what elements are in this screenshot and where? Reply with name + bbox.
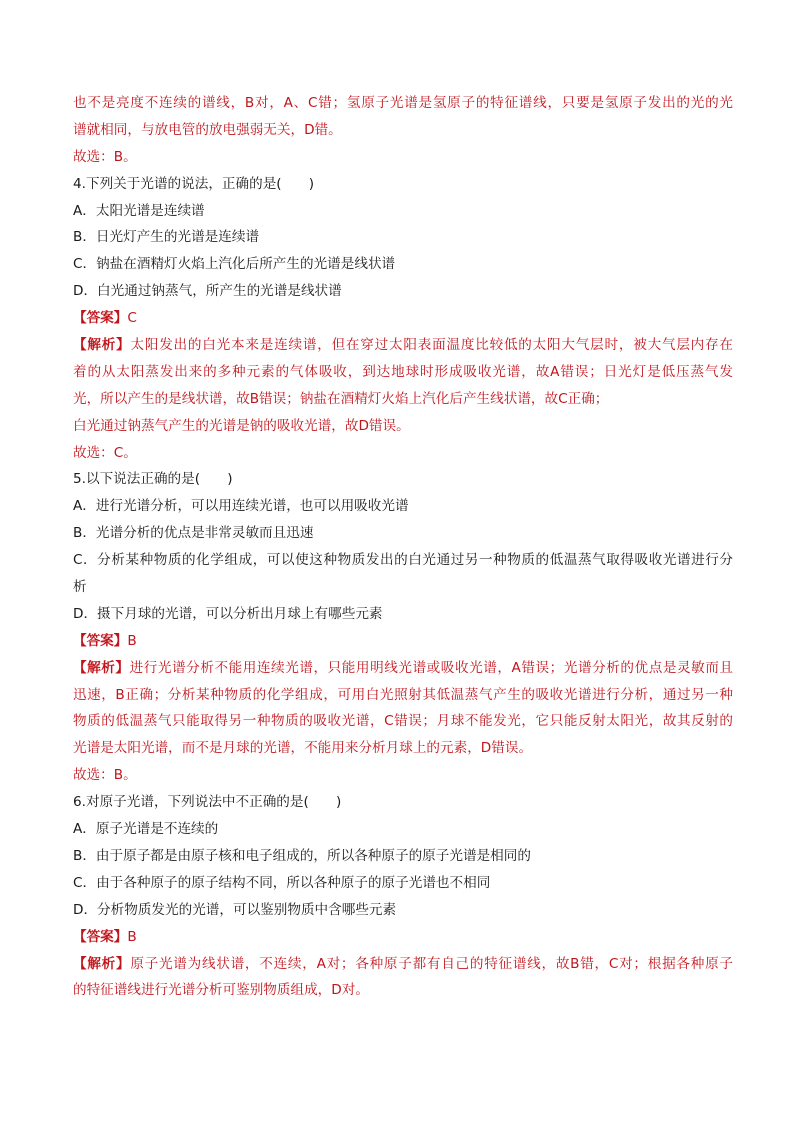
q6-analysis-tag: 【解析】 xyxy=(73,955,131,972)
q4-option-d: D．白光通过钠蒸气，所产生的光谱是线状谱 xyxy=(73,283,342,300)
q4-option-c: C．钠盐在酒精灯火焰上汽化后所产生的光谱是线状谱 xyxy=(73,256,396,273)
q5-analysis-line-4: 光谱是太阳光谱，而不是月球的光谱，不能用来分析月球上的元素，D错误。 xyxy=(73,740,533,757)
q4-stem: 4.下列关于光谱的说法，正确的是( ) xyxy=(73,175,315,192)
q5-option-a: A．进行光谱分析，可以用连续光谱，也可以用吸收光谱 xyxy=(73,498,409,515)
q6-answer xyxy=(73,924,733,951)
q4-answer-tag: 【答案】 xyxy=(73,310,128,327)
prev-analysis-line-2: 谱就相同，与放电管的放电强弱无关，D错。 xyxy=(73,121,342,138)
q4-analysis-line-1 xyxy=(73,332,733,359)
q6-analysis-line-1 xyxy=(73,951,733,978)
q6-answer-value: B xyxy=(127,928,137,945)
q6-analysis-text-1: 原子光谱为线状谱，不连续，A对；各种原子都有自己的特征谱线，故B错，C对；根据各种原子 xyxy=(130,955,733,972)
q5-choice: 故选：B。 xyxy=(73,767,137,784)
q5-analysis-line-1 xyxy=(73,655,733,682)
q4-analysis-line-4: 白光通过钠蒸气产生的光谱是钠的吸收光谱，故D错误。 xyxy=(73,417,410,434)
prev-choice: 故选：B。 xyxy=(73,148,137,165)
q5-option-c-continued: 析 xyxy=(73,579,87,596)
q4-choice: 故选：C。 xyxy=(73,444,137,461)
q6-option-b: B．由于原子都是由原子核和电子组成的，所以各种原子的原子光谱是相同的 xyxy=(73,847,531,864)
q4-answer xyxy=(73,305,733,332)
q5-option-c: C．分析某种物质的化学组成，可以使这种物质发出的白光通过另一种物质的低温蒸气取得吸收光谱进行分 xyxy=(73,552,733,569)
q4-analysis-line-3: 光，所以产生的是线状谱，故B错误；钠盐在酒精灯火焰上汽化后产生线状谱，故C正确； xyxy=(73,390,609,407)
q4-answer-value: C xyxy=(127,310,137,327)
q6-option-c: C．由于各种原子的原子结构不同，所以各种原子的原子光谱也不相同 xyxy=(73,874,491,891)
q5-answer-value: B xyxy=(127,632,137,649)
q4-option-b: B．日光灯产生的光谱是连续谱 xyxy=(73,229,260,246)
q4-analysis-line-2: 着的从太阳蒸发出来的多种元素的气体吸收，到达地球时形成吸收光谱，故A错误；日光灯是低压蒸气发 xyxy=(73,363,733,380)
q5-answer xyxy=(73,628,733,655)
q5-option-d: D．摄下月球的光谱，可以分析出月球上有哪些元素 xyxy=(73,605,383,622)
q5-analysis-line-2: 迅速，B正确；分析某种物质的化学组成，可用白光照射其低温蒸气产生的吸收光谱进行分析，通过另一种 xyxy=(73,686,733,703)
q6-answer-tag: 【答案】 xyxy=(73,928,128,945)
document-page xyxy=(73,90,733,1004)
q4-analysis-tag: 【解析】 xyxy=(73,337,131,354)
q4-option-a: A．太阳光谱是连续谱 xyxy=(73,202,205,219)
q5-stem: 5.以下说法正确的是( ) xyxy=(73,471,233,488)
q4-analysis-text-1: 太阳发出的白光本来是连续谱，但在穿过太阳表面温度比较低的太阳大气层时，被大气层内存在 xyxy=(130,337,733,354)
prev-analysis-line-1: 也不是亮度不连续的谱线，B对，A、C错；氢原子光谱是氢原子的特征谱线，只要是氢原子发出的光的光 xyxy=(73,95,733,111)
q5-option-b: B．光谱分析的优点是非常灵敏而且迅速 xyxy=(73,525,314,542)
q5-analysis-line-3: 物质的低温蒸气只能取得另一种物质的吸收光谱，C错误；月球不能发光，它只能反射太阳光，故其反射的 xyxy=(73,713,733,730)
q6-analysis-line-2: 的特征谱线进行光谱分析可鉴别物质组成，D对。 xyxy=(73,982,369,999)
q5-analysis-tag: 【解析】 xyxy=(73,659,130,676)
q5-answer-tag: 【答案】 xyxy=(73,632,128,649)
q6-option-a: A．原子光谱是不连续的 xyxy=(73,821,219,838)
q5-analysis-text-1: 进行光谱分析不能用连续光谱，只能用明线光谱或吸收光谱，A错误；光谱分析的优点是灵敏而且 xyxy=(129,659,733,676)
q6-stem: 6.对原子光谱，下列说法中不正确的是( ) xyxy=(73,794,342,811)
q6-option-d: D．分析物质发光的光谱，可以鉴别物质中含哪些元素 xyxy=(73,901,397,918)
